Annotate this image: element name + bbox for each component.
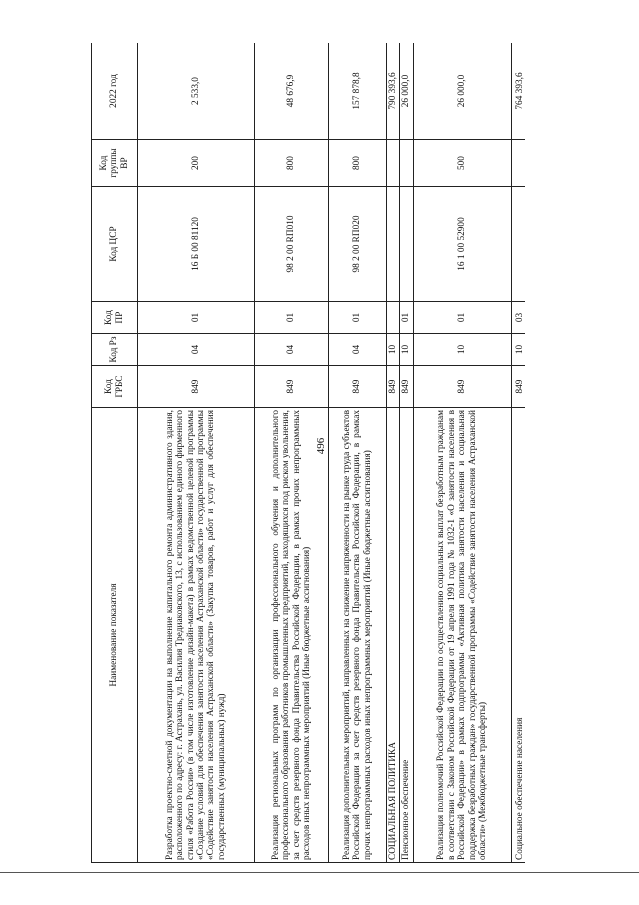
row-rz: 10	[387, 334, 400, 366]
header-name: Наименование показателя	[92, 408, 138, 863]
row-pr: 01	[255, 302, 329, 334]
row-grbs: 849	[413, 366, 511, 408]
row-grbs: 849	[329, 366, 387, 408]
row-csr	[400, 187, 413, 302]
header-vr: Код группы ВР	[92, 140, 138, 187]
row-amount: 2 533,0	[138, 43, 255, 140]
row-vr	[400, 140, 413, 187]
row-grbs: 849	[255, 366, 329, 408]
row-grbs: 849	[138, 366, 255, 408]
table-row	[413, 43, 511, 863]
row-vr: 800	[329, 140, 387, 187]
header-pr: Код ПР	[92, 302, 138, 334]
row-rz: 10	[413, 334, 511, 366]
row-vr	[387, 140, 400, 187]
table-row	[329, 43, 387, 863]
row-rz: 04	[329, 334, 387, 366]
row-pr: 01	[400, 302, 413, 334]
row-name: Социальное обеспечение населения	[511, 408, 525, 863]
row-vr: 500	[413, 140, 511, 187]
row-pr: 01	[138, 302, 255, 334]
row-name: Реализация региональных программ по организации профессионального обучения и дополнительного профессионального образования работников промышленных предприятий, находящихся под риском увольнения, за счет средств резервного фонда Правительства Российской Федерации, в рамках прочих непрограммных расходов иных непрограммных мероприятий (Иные бюджетные ассигнования)	[255, 408, 329, 863]
row-csr: 16 1 00 52900	[413, 187, 511, 302]
row-amount: 48 676,9	[255, 43, 329, 140]
budget-table-container	[91, 43, 525, 863]
row-grbs: 849	[387, 366, 400, 408]
row-rz: 04	[138, 334, 255, 366]
row-vr: 200	[138, 140, 255, 187]
row-name: Разработка проектно-сметной документации на выполнение капитального ремонта административного здания, расположенного по адресу: г. Астрахань, ул. Василия Тредиаковского, 13, с использованием единого фирменного стиля «Работа России» (в том числе изготовление дизайн-макета) в рамках ведомственной целевой программы «Создание условий для обеспечения занятости населения Астраханской области» государственной программы «Содействие занятости населения Астраханской области» (Закупка товаров, работ и услуг для обеспечения государственных (муниципальных) нужд)	[138, 408, 255, 863]
row-rz: 10	[511, 334, 525, 366]
row-csr: 98 2 00 RП010	[255, 187, 329, 302]
row-csr	[511, 187, 525, 302]
row-amount: 764 393,6	[511, 43, 525, 140]
row-grbs: 849	[511, 366, 525, 408]
table-row	[511, 43, 525, 863]
row-csr: 98 2 00 RП020	[329, 187, 387, 302]
header-amount: 2022 год	[92, 43, 138, 140]
row-amount: 26 000,0	[413, 43, 511, 140]
table-header-row	[92, 43, 138, 863]
table-row	[255, 43, 329, 863]
row-name: Пенсионное обеспечение	[400, 408, 413, 863]
row-name: Реализация полномочий Российской Федерации по осуществлению социальных выплат безработным гражданам в соответствии с Законом Российской Федерации от 19 апреля 1991 года № 1032-1 «О занятости населения в Российской Федерации» в рамках подпрограммы «Активная политика занятости населения и социальная поддержка безработных граждан» государственной программы «Содействие занятости населения Астраханской области» (Межбюджетные трансферты)	[413, 408, 511, 863]
row-pr: 01	[413, 302, 511, 334]
page-number: 496	[315, 437, 327, 455]
budget-table	[91, 43, 525, 863]
table-row	[138, 43, 255, 863]
row-rz: 04	[255, 334, 329, 366]
row-name: Реализация дополнительных мероприятий, направленных на снижение напряженности на рынке труда субъектов Российской Федерации за счет средств резервного фонда Правительства Российской Федерации, в рамках прочих непрограммных расходов иных непрограммных мероприятий (Иные бюджетные ассигнования)	[329, 408, 387, 863]
table-row	[387, 43, 400, 863]
row-vr	[511, 140, 525, 187]
row-amount: 157 878,8	[329, 43, 387, 140]
row-rz: 10	[400, 334, 413, 366]
row-pr: 01	[329, 302, 387, 334]
row-name: СОЦИАЛЬНАЯ ПОЛИТИКА	[387, 408, 400, 863]
header-grbs: Код ГРБС	[92, 366, 138, 408]
header-rz: Код Рз	[92, 334, 138, 366]
row-pr	[387, 302, 400, 334]
header-csr: Код ЦСР	[92, 187, 138, 302]
row-vr: 800	[255, 140, 329, 187]
row-amount: 790 393,6	[387, 43, 400, 140]
page-bottom-rule	[0, 872, 639, 873]
row-csr: 16 Б 00 81120	[138, 187, 255, 302]
row-amount: 26 000,0	[400, 43, 413, 140]
table-row	[400, 43, 413, 863]
row-pr: 03	[511, 302, 525, 334]
row-csr	[387, 187, 400, 302]
row-grbs: 849	[400, 366, 413, 408]
